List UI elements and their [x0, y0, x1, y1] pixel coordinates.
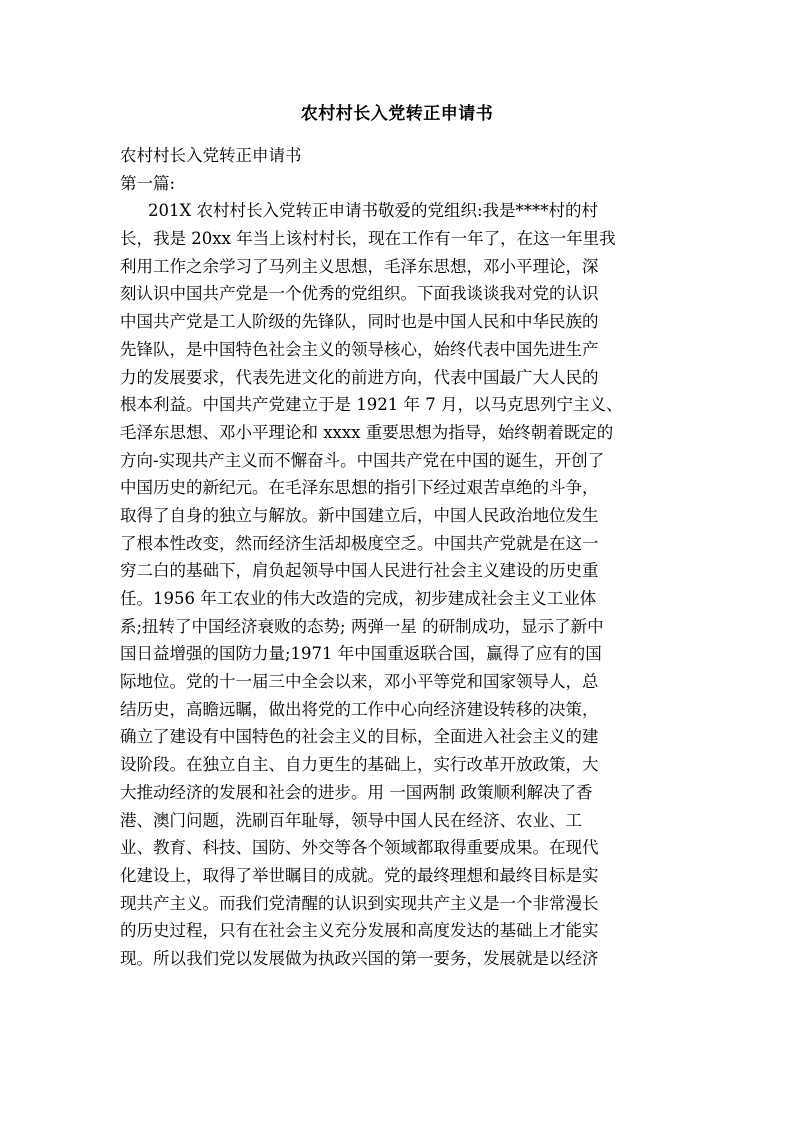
paragraph-line: 国日益增强的国防力量;1971 年中国重返联合国，赢得了应有的国: [120, 644, 602, 664]
paragraph-line: 根本利益。中国共产党建立于是 1921 年 7 月，以马克思列宁主义、: [120, 395, 623, 415]
paragraph-line: 取得了自身的独立与解放。新中国建立后，中国人民政治地位发生: [120, 505, 599, 525]
paragraph-line: 先锋队，是中国特色社会主义的领导核心，始终代表中国先进生产: [120, 339, 599, 359]
paragraph-line: 毛泽东思想、邓小平理论和 xxxx 重要思想为指导，始终朝着既定的: [120, 422, 614, 442]
document-body: [120, 142, 665, 973]
paragraph-line: 业、教育、科技、国防、外交等各个领域都取得重要成果。在现代: [120, 838, 599, 858]
document-title: 农村村长入党转正申请书: [300, 104, 494, 124]
paragraph-line: 201X 农村村长入党转正申请书敬爱的党组织:我是****村的村: [148, 201, 599, 221]
paragraph-line: 刻认识中国共产党是一个优秀的党组织。下面我谈谈我对党的认识: [120, 284, 599, 304]
paragraph-line: 穷二白的基础下，肩负起领导中国人民进行社会主义建设的历史重: [120, 561, 599, 581]
paragraph-line: 际地位。党的十一届三中全会以来，邓小平等党和国家领导人，总: [120, 672, 599, 692]
paragraph-line: 中国历史的新纪元。在毛泽东思想的指引下经过艰苦卓绝的斗争，: [120, 478, 599, 498]
paragraph-line: 了根本性改变，然而经济生活却极度空乏。中国共产党就是在这一: [120, 533, 599, 553]
paragraph-line: 港、澳门问题，洗刷百年耻辱，领导中国人民在经济、农业、工: [120, 810, 582, 830]
paragraph-line: 大推动经济的发展和社会的进步。用 一国两制 政策顺利解决了香: [120, 782, 593, 802]
document-subtitle: 农村村长入党转正申请书: [120, 146, 302, 165]
paragraph-line: 利用工作之余学习了马列主义思想，毛泽东思想，邓小平理论，深: [120, 256, 599, 276]
paragraph-line: 系;扭转了中国经济衰败的态势; 两弹一星 的研制成功，显示了新中: [120, 616, 604, 636]
paragraph-line: 确立了建设有中国特色的社会主义的目标，全面进入社会主义的建: [120, 727, 599, 747]
paragraph-line: 长，我是 20xx 年当上该村村长，现在工作有一年了，在这一年里我: [120, 229, 616, 249]
paragraph-line: 的历史过程，只有在社会主义充分发展和高度发达的基础上才能实: [120, 921, 599, 941]
paragraph-line: 力的发展要求，代表先进文化的前进方向，代表中国最广大人民的: [120, 367, 599, 387]
paragraph-line: 现共产主义。而我们党清醒的认识到实现共产主义是一个非常漫长: [120, 893, 599, 913]
paragraph-line: 中国共产党是工人阶级的先锋队，同时也是中国人民和中华民族的: [120, 312, 599, 332]
paragraph-line: 化建设上，取得了举世瞩目的成就。党的最终理想和最终目标是实: [120, 865, 599, 885]
paragraph-line: 现。所以我们党以发展做为执政兴国的第一要务，发展就是以经济: [120, 948, 599, 968]
paragraph-line: 设阶段。在独立自主、自力更生的基础上，实行改革开放政策，大: [120, 755, 599, 775]
paragraph-line: 结历史，高瞻远瞩，做出将党的工作中心向经济建设转移的决策，: [120, 699, 599, 719]
paragraph-line: 方向-实现共产主义而不懈奋斗。中国共产党在中国的诞生，开创了: [120, 450, 605, 470]
section-label: 第一篇:: [120, 173, 176, 193]
paragraph-line: 任。1956 年工农业的伟大改造的完成，初步建成社会主义工业体: [120, 589, 597, 608]
